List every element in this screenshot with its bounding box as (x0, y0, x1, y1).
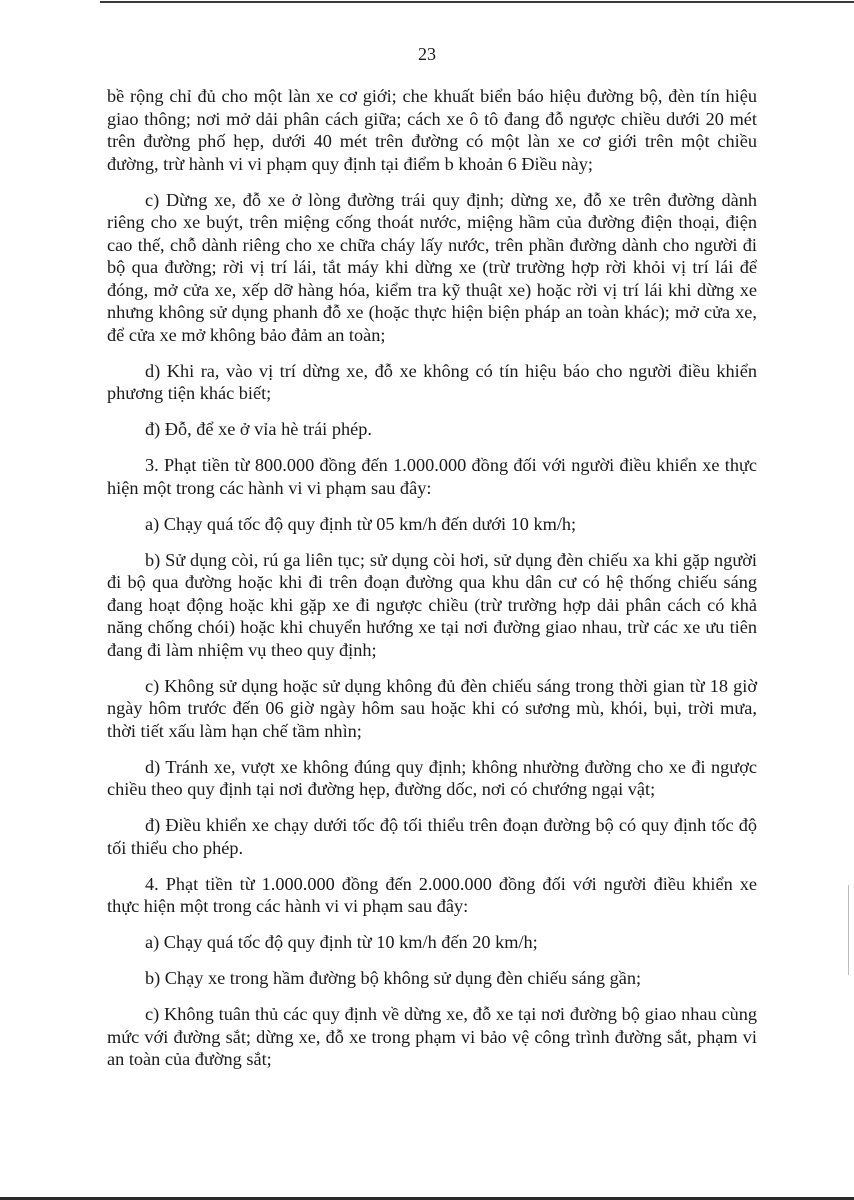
paragraph-3d: d) Tránh xe, vượt xe không đúng quy định; không nhường đường cho xe đi ngược chiều theo quy định tại nơi đường hẹp, đường dốc, nơi có chướng ngại vật; (107, 756, 757, 799)
scan-top-border (100, 1, 854, 3)
document-body (107, 85, 757, 1084)
page-number: 23 (418, 44, 436, 64)
paragraph-3dd: đ) Điều khiển xe chạy dưới tốc độ tối thiểu trên đoạn đường bộ có quy định tốc độ tối thiểu cho phép. (107, 815, 757, 858)
paragraph-3a: a) Chạy quá tốc độ quy định từ 05 km/h đến dưới 10 km/h; (145, 513, 577, 534)
paragraph-clause-4: 4. Phạt tiền từ 1.000.000 đồng đến 2.000.000 đồng đối với người điều khiển xe thực hiện một trong các hành vi vi phạm sau đây: (107, 873, 757, 916)
paragraph-4c: c) Không tuân thủ các quy định về dừng xe, đỗ xe tại nơi đường bộ giao nhau cùng mức với đường sắt; dừng xe, đỗ xe trong phạm vi bảo vệ công trình đường sắt, phạm vi an toàn của đường sắt; (107, 1004, 757, 1069)
paragraph-2d: d) Khi ra, vào vị trí dừng xe, đỗ xe không có tín hiệu báo cho người điều khiển phương tiện khác biết; (107, 360, 757, 403)
paragraph-4a: a) Chạy quá tốc độ quy định từ 10 km/h đến 20 km/h; (145, 932, 538, 952)
paragraph-2c: c) Dừng xe, đỗ xe ở lòng đường trái quy định; dừng xe, đỗ xe trên đường dành riêng cho xe buýt, trên miệng cống thoát nước, miệng hầm của đường điện thoại, điện cao thế, chỗ dành riêng cho xe chữa cháy lấy nước, trên phần đường dành cho người đi bộ qua đường; rời vị trí lái, tắt máy khi dừng xe (trừ trường hợp rời khỏi vị trí lái để đóng, mở cửa xe, xếp dỡ hàng hóa, kiểm tra kỹ thuật xe) hoặc rời vị trí lái khi dừng xe nhưng không sử dụng phanh đỗ xe (hoặc thực hiện biện pháp an toàn khác); mở cửa xe, để cửa xe mở không bảo đảm an toàn; (107, 189, 757, 345)
paragraph-4b: b) Chạy xe trong hầm đường bộ không sử dụng đèn chiếu sáng gần; (145, 968, 642, 988)
paragraph-3b: b) Sử dụng còi, rú ga liên tục; sử dụng còi hơi, sử dụng đèn chiếu xa khi gặp người đi bộ qua đường hoặc khi đi trên đoạn đường qua khu dân cư có hệ thống chiếu sáng đang hoạt động hoặc khi gặp xe đi ngược chiều (trừ trường hợp dải phân cách có khả năng chống chói) hoặc khi chuyển hướng xe tại nơi đường giao nhau, trừ các xe ưu tiên đang đi làm nhiệm vụ theo quy định; (107, 549, 757, 660)
paragraph-clause-3: 3. Phạt tiền từ 800.000 đồng đến 1.000.000 đồng đối với người điều khiển xe thực hiện một trong các hành vi vi phạm sau đây: (107, 455, 757, 498)
paragraph-2dd: đ) Đỗ, để xe ở vỉa hè trái phép. (145, 419, 372, 439)
paragraph-continuation: bề rộng chỉ đủ cho một làn xe cơ giới; che khuất biển báo hiệu đường bộ, đèn tín hiệu giao thông; nơi mở dải phân cách giữa; cách xe ô tô đang đỗ ngược chiều dưới 20 mét trên đường phố hẹp, dưới 40 mét trên đường có một làn xe cơ giới trên một chiều đường, trừ hành vi vi phạm quy định tại điểm b khoản 6 Điều này; (107, 86, 757, 174)
paragraph-3c: c) Không sử dụng hoặc sử dụng không đủ đèn chiếu sáng trong thời gian từ 18 giờ ngày hôm trước đến 06 giờ ngày hôm sau hoặc khi có sương mù, khói, bụi, trời mưa, thời tiết xấu làm hạn chế tầm nhìn; (107, 675, 757, 741)
scan-margin-mark (848, 885, 849, 975)
